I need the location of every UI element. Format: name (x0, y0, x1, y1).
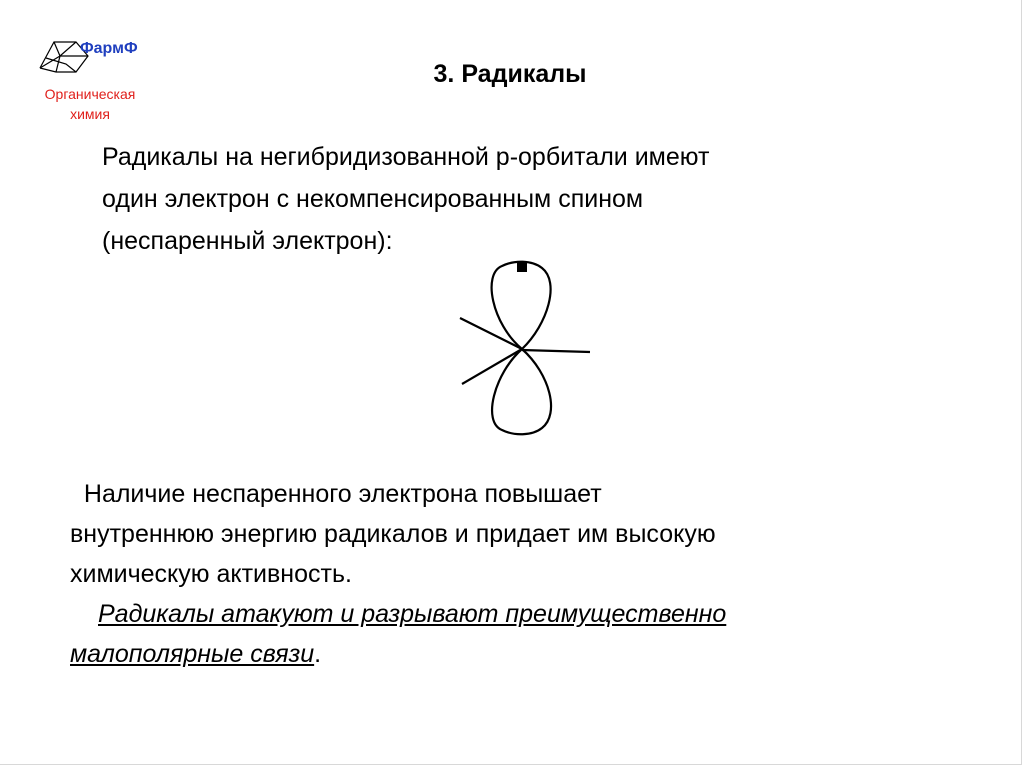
emphasis-text: Радикалы атакуют и разрывают преимущественно (98, 600, 727, 628)
orbital-upper-lobe (492, 262, 551, 349)
p-orbital-with-unpaired-electron-icon (452, 254, 602, 444)
emphasis-period: . (314, 640, 322, 668)
bond-lower-left (462, 349, 522, 384)
emphasis-text: малополярные связи (70, 640, 315, 668)
text-line: один электрон с некомпенсированным спином (102, 185, 644, 213)
text-line: Наличие неспаренного электрона повышает (70, 480, 602, 508)
page-title: 3. Радикалы (433, 60, 587, 88)
text-line: химическую активность. (70, 560, 352, 588)
brand-name: ФармФ (80, 40, 138, 57)
emphasis-line (70, 594, 1000, 634)
text-line: внутреннюю энергию радикалов и придает им высокую (70, 520, 716, 548)
body-paragraph (70, 474, 1000, 674)
subject-label (22, 84, 158, 124)
subject-line: Органическая (44, 86, 136, 102)
bond-right (522, 350, 590, 352)
subject-line: химия (70, 106, 110, 122)
text-line: (неспаренный электрон): (102, 227, 393, 255)
bond-upper-left (460, 318, 522, 349)
text-line: Радикалы на негибридизованной р-орбитали имеют (102, 143, 710, 171)
intro-text (102, 136, 982, 262)
unpaired-electron-dot (517, 262, 527, 272)
emphasis-line (70, 634, 1000, 674)
